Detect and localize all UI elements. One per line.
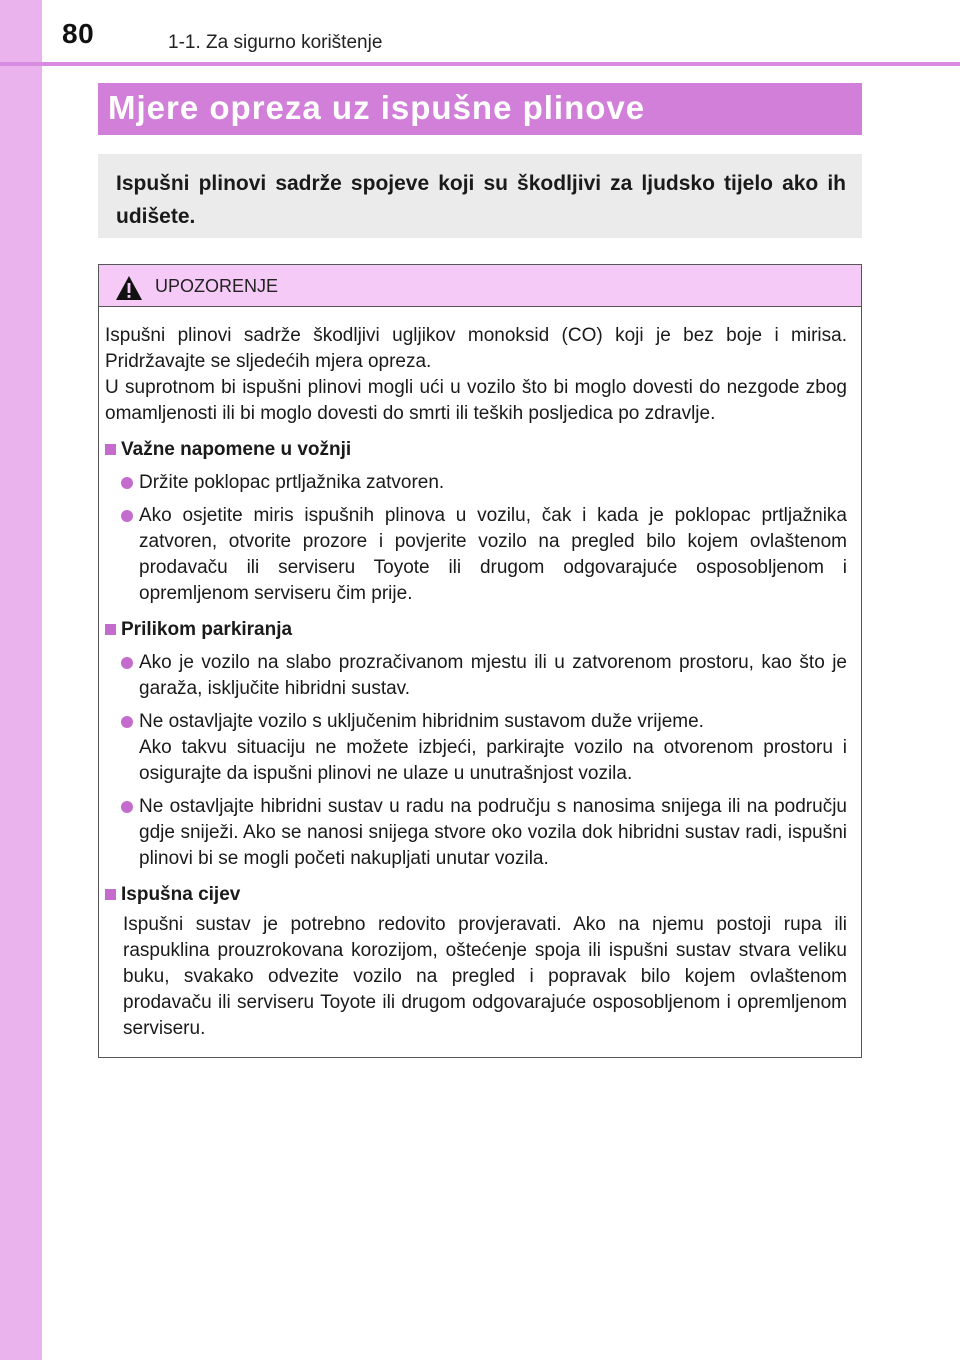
list-item (121, 503, 847, 607)
list-item-text: Ako osjetite miris ispušnih plinova u vozilu, čak i kada je poklopac prtljažnika zatvoren, otvorite prozore i povjerite vozilo na pregled bilo kojem ovlaštenom prodavaču ili serviseru Toyote ili drugom odgovarajuće osposobljenom i opremljenom serviseru čim prije. (139, 505, 847, 604)
warning-paragraph-2: U suprotnom bi ispušni plinovi mogli ući u vozilo što bi moglo dovesti do nezgode zbog omamljenosti ili bi moglo dovesti do smrti ili teških posljedica po zdravlje. (105, 377, 847, 424)
list-item-text (139, 709, 847, 787)
header-rule (0, 62, 960, 66)
section-title: Mjere opreza uz ispušne plinove (108, 89, 646, 126)
warning-header (99, 265, 861, 307)
circle-bullet-icon (121, 510, 133, 522)
subheading-exhaust-pipe (105, 882, 847, 908)
square-bullet-icon (105, 444, 116, 455)
list-item-text: Ne ostavljajte hibridni sustav u radu na području s nanosima snijega ili na području gdje sniježi. Ako se nanosi snijega stvore oko vozila dok hibridni sustav radi, ispušni plinovi bi se mogli početi nakupljati unutar vozila. (139, 796, 847, 869)
intro-box (98, 154, 862, 238)
list-item-text: Ako je vozilo na slabo prozračivanom mjestu ili u zatvorenom prostoru, kao što je garaža, isključite hibridni sustav. (139, 652, 847, 699)
section-banner (98, 83, 862, 135)
side-strip (0, 0, 42, 1360)
list-item-text-line-1: Ne ostavljajte vozilo s uključenim hibridnim sustavom duže vrijeme. (139, 711, 704, 732)
circle-bullet-icon (121, 801, 133, 813)
square-bullet-icon (105, 624, 116, 635)
subheading-driving-text: Važne napomene u vožnji (121, 439, 352, 460)
list-item-text-line-2: Ako takvu situaciju ne možete izbjeći, parkirajte vozilo na otvorenom prostoru i osigurajte da ispušni plinovi ne ulaze u unutrašnjost vozila. (139, 737, 847, 784)
circle-bullet-icon (121, 477, 133, 489)
list-item (121, 470, 847, 496)
subheading-parking (105, 617, 847, 643)
warning-box (98, 264, 862, 1058)
subheading-parking-text: Prilikom parkiranja (121, 619, 293, 640)
list-item (121, 794, 847, 872)
list-item-text: Držite poklopac prtljažnika zatvoren. (139, 472, 445, 493)
chapter-title: 1-1. Za sigurno korištenje (168, 32, 383, 53)
warning-triangle-icon (115, 275, 143, 301)
subheading-driving (105, 437, 847, 463)
page-number: 80 (62, 18, 95, 49)
subheading-exhaust-pipe-text: Ispušna cijev (121, 884, 241, 905)
list-item (121, 709, 847, 787)
square-bullet-icon (105, 889, 116, 900)
warning-label: UPOZORENJE (155, 276, 279, 296)
warning-paragraph-1: Ispušni plinovi sadrže škodljivi ugljikov monoksid (CO) koji je bez boje i mirisa. Pridržavajte se sljedećih mjera opreza. (105, 325, 847, 372)
exhaust-pipe-text: Ispušni sustav je potrebno redovito provjeravati. Ako na njemu postoji rupa ili raspuklina prouzrokovana korozijom, oštećenje spoja ili ispušni sustav stvara veliku buku, svakako odvezite vozilo na pregled i popravak bilo kojem ovlaštenom prodavaču ili serviseru Toyote ili drugom odgovarajuće osposobljenom i opremljenom serviseru. (123, 914, 847, 1039)
warning-body (99, 307, 861, 1042)
list-item (121, 650, 847, 702)
circle-bullet-icon (121, 657, 133, 669)
circle-bullet-icon (121, 716, 133, 728)
intro-text: Ispušni plinovi sadrže spojeve koji su škodljivi za ljudsko tijelo ako ih udišete. (116, 172, 846, 228)
